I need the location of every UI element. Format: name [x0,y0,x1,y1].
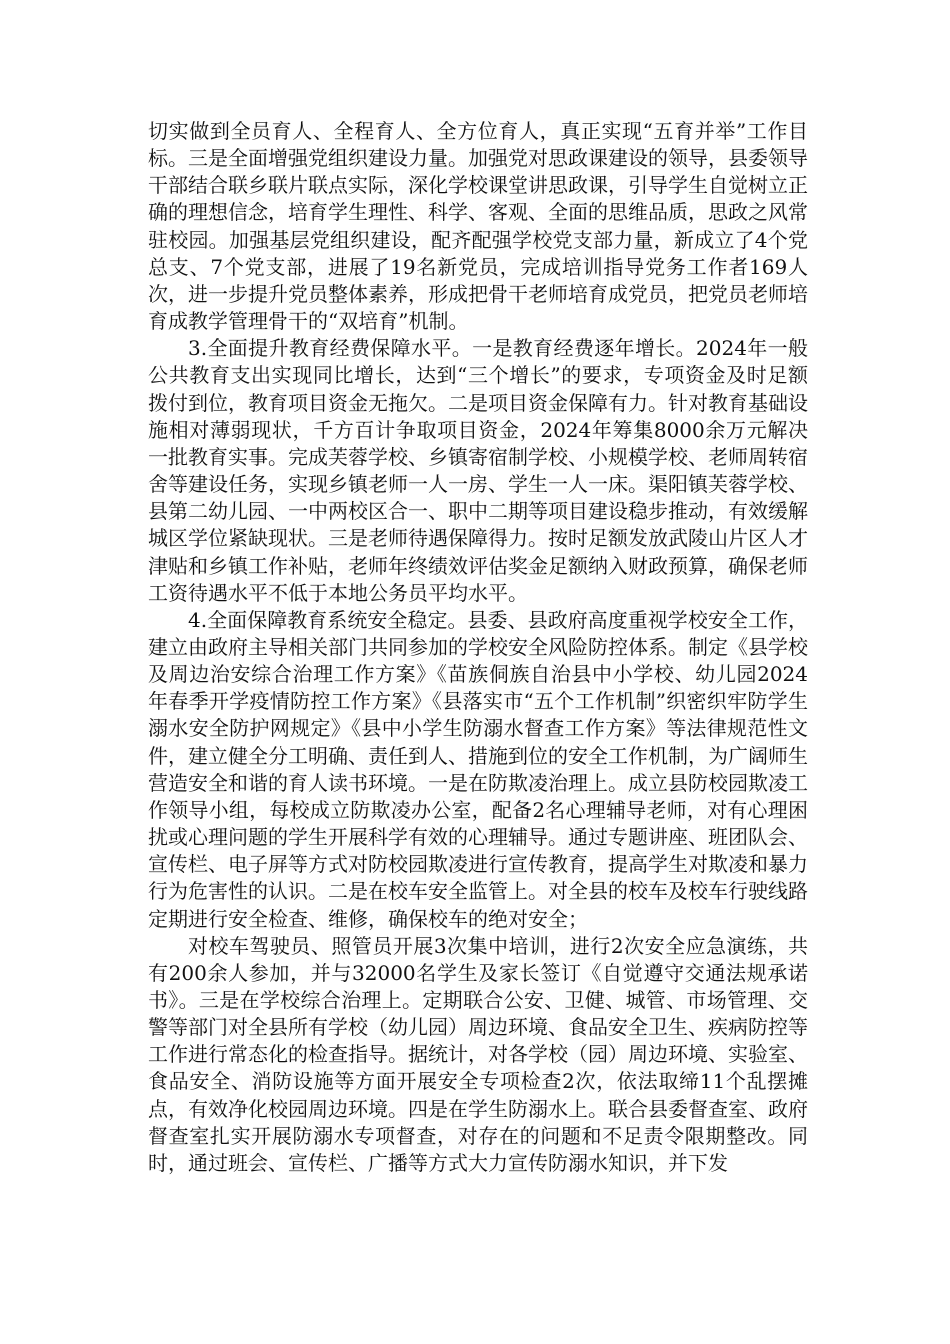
paragraph-school-bus-training: 对校车驾驶员、照管员开展3次集中培训，进行2次安全应急演练，共有200余人参加，并与32000名学生及家长签订《自觉遵守交通法规承诺书》。三是在学校综合治理上。定期联合公安、卫健、城管、市场管理、交警等部门对全县所有学校（幼儿园）周边环境、食品安全卫生、疾病防控等工作进行常态化的检查指导。据统计，对各学校（园）周边环境、实验室、食品安全、消防设施等方面开展安全专项检查2次，依法取缔11个乱摆摊点，有效净化校园周边环境。四是在学生防溺水上。联合县委督查室、政府督查室扎实开展防溺水专项督查，对存在的问题和不足责令限期整改。同时，通过班会、宣传栏、广播等方式大力宣传防溺水知识，并下发 [148,933,808,1175]
document-body [148,118,808,1177]
paragraph-education-funding: 3.全面提升教育经费保障水平。一是教育经费逐年增长。2024年一般公共教育支出实现同比增长，达到“三个增长”的要求，专项资金及时足额拨付到位，教育项目资金无拖欠。二是项目资金保障有力。针对教育基础设施相对薄弱现状，千方百计争取项目资金，2024年筹集8000余万元解决一批教育实事。完成芙蓉学校、乡镇寄宿制学校、小规模学校、老师周转宿舍等建设任务，实现乡镇老师一人一房、学生一人一床。渠阳镇芙蓉学校、县第二幼儿园、一中两校区合一、职中二期等项目建设稳步推动，有效缓解城区学位紧缺现状。三是老师待遇保障得力。按时足额发放武陵山片区人才津贴和乡镇工作补贴，老师年终绩效评估奖金足额纳入财政预算，确保老师工资待遇水平不低于本地公务员平均水平。 [148,336,808,605]
paragraph-party-building-continued: 切实做到全员育人、全程育人、全方位育人，真正实现“五育并举”工作目标。三是全面增强党组织建设力量。加强党对思政课建设的领导，县委领导干部结合联乡联片联点实际，深化学校课堂讲思政课，引导学生自觉树立正确的理想信念，培育学生理性、科学、客观、全面的思维品质，思政之风常驻校园。加强基层党组织建设，配齐配强学校党支部力量，新成立了4个党总支、7个党支部，进展了19名新党员，完成培训指导党务工作者169人次，进一步提升党员整体素养，形成把骨干老师培育成党员，把党员老师培育成教学管理骨干的“双培育”机制。 [148,119,808,334]
paragraph-safety-stability: 4.全面保障教育系统安全稳定。县委、县政府高度重视学校安全工作，建立由政府主导相关部门共同参加的学校安全风险防控体系。制定《县学校及周边治安综合治理工作方案》《苗族侗族自治县中小学校、幼儿园2024年春季开学疫情防控工作方案》《县落实市“五个工作机制”织密织牢防学生溺水安全防护网规定》《县中小学生防溺水督查工作方案》等法律规范性文件，建立健全分工明确、责任到人、措施到位的安全工作机制，为广阔师生营造安全和谐的育人读书环境。一是在防欺凌治理上。成立县防校园欺凌工作领导小组，每校成立防欺凌办公室，配备2名心理辅导老师，对有心理困扰或心理问题的学生开展科学有效的心理辅导。通过专题讲座、班团队会、宣传栏、电子屏等方式对防校园欺凌进行宣传教育，提高学生对欺凌和暴力行为危害性的认识。二是在校车安全监管上。对全县的校车及校车行驶线路定期进行安全检查、维修，确保校车的绝对安全； [148,607,808,931]
